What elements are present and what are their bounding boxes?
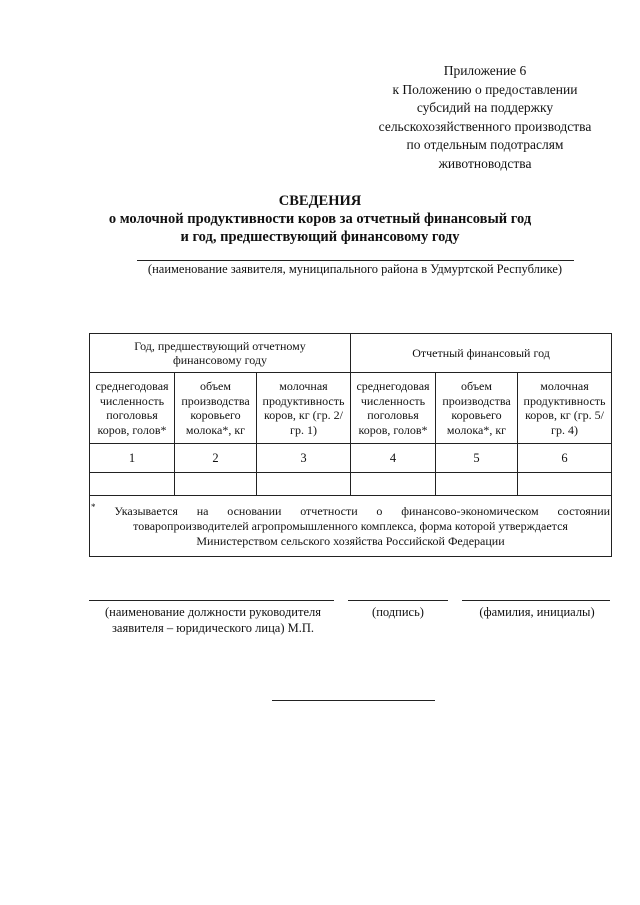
header-milk-productivity: молочная продуктивность коров, кг (гр. 2/ гр. 1) bbox=[257, 373, 351, 444]
group-header-reporting-year: Отчетный финансовый год bbox=[351, 334, 612, 373]
appendix-line: Приложение 6 bbox=[443, 63, 527, 78]
appendix-line: к Положению о предоставлении bbox=[392, 81, 578, 97]
group-header-row bbox=[90, 334, 612, 373]
data-entry-row bbox=[90, 473, 612, 496]
signature-caption bbox=[345, 604, 451, 620]
data-cell[interactable] bbox=[175, 473, 257, 496]
signature-fill-line[interactable] bbox=[348, 600, 448, 601]
footnote-first-line bbox=[91, 501, 611, 519]
column-number: 3 bbox=[257, 444, 351, 473]
data-cell[interactable] bbox=[518, 473, 612, 496]
column-number: 2 bbox=[175, 444, 257, 473]
title-line-1: о молочной продуктивности коров за отчетный финансовый год bbox=[108, 211, 532, 227]
footnote-row bbox=[90, 496, 612, 557]
data-cell[interactable] bbox=[257, 473, 351, 496]
header-cow-count: среднегодовая численность поголовья коров, голов* bbox=[351, 373, 436, 444]
header-milk-productivity: молочная продуктивность коров, кг (гр. 5/ гр. 4) bbox=[518, 373, 612, 444]
data-cell[interactable] bbox=[436, 473, 518, 496]
applicant-fill-line[interactable] bbox=[137, 260, 574, 261]
position-caption bbox=[88, 604, 338, 636]
footnote-text-start: Указывается на основании отчетности о финансово-экономическом состоянии bbox=[114, 503, 611, 518]
column-number: 6 bbox=[518, 444, 612, 473]
data-cell[interactable] bbox=[90, 473, 175, 496]
sub-header-row bbox=[90, 373, 612, 444]
header-cow-count: среднегодовая численность поголовья коров, голов* bbox=[90, 373, 175, 444]
name-caption-text: (фамилия, инициалы) bbox=[479, 605, 595, 619]
footnote-marker: * bbox=[91, 501, 96, 512]
appendix-line: по отдельным подотраслям bbox=[406, 137, 564, 152]
productivity-table bbox=[89, 333, 612, 557]
appendix-line: животноводства bbox=[438, 155, 532, 171]
name-caption bbox=[462, 604, 612, 620]
document-title bbox=[70, 192, 570, 246]
column-number: 4 bbox=[351, 444, 436, 473]
footnote-text-rest: товаропроизводителей агропромышленного комплекса, форма которой утверждается Министерством сельского хозяйства Российской Федерации bbox=[133, 518, 568, 548]
data-cell[interactable] bbox=[351, 473, 436, 496]
title-heading: СВЕДЕНИЯ bbox=[278, 193, 362, 209]
header-milk-volume: объем производства коровьего молока*, кг bbox=[175, 373, 257, 444]
column-number: 1 bbox=[90, 444, 175, 473]
applicant-caption: (наименование заявителя, муниципального района в Удмуртской Республике) bbox=[147, 262, 563, 276]
appendix-block bbox=[350, 62, 620, 173]
position-caption-line-2: заявителя – юридического лица) М.П. bbox=[111, 621, 315, 635]
footnote-cell bbox=[90, 496, 612, 557]
position-caption-line-1: (наименование должности руководителя bbox=[105, 605, 321, 619]
title-line-2: и год, предшествующий финансовому году bbox=[180, 229, 460, 245]
column-number-row bbox=[90, 444, 612, 473]
name-fill-line[interactable] bbox=[462, 600, 610, 601]
position-fill-line[interactable] bbox=[89, 600, 334, 601]
bottom-fill-line[interactable] bbox=[272, 700, 435, 701]
column-number: 5 bbox=[436, 444, 518, 473]
header-milk-volume: объем производства коровьего молока*, кг bbox=[436, 373, 518, 444]
appendix-line: субсидий на поддержку bbox=[416, 100, 554, 115]
group-header-previous-year: Год, предшествующий отчетному финансовому году bbox=[90, 334, 351, 373]
signature-caption-text: (подпись) bbox=[372, 605, 424, 619]
appendix-line: сельскохозяйственного производства bbox=[378, 118, 592, 134]
